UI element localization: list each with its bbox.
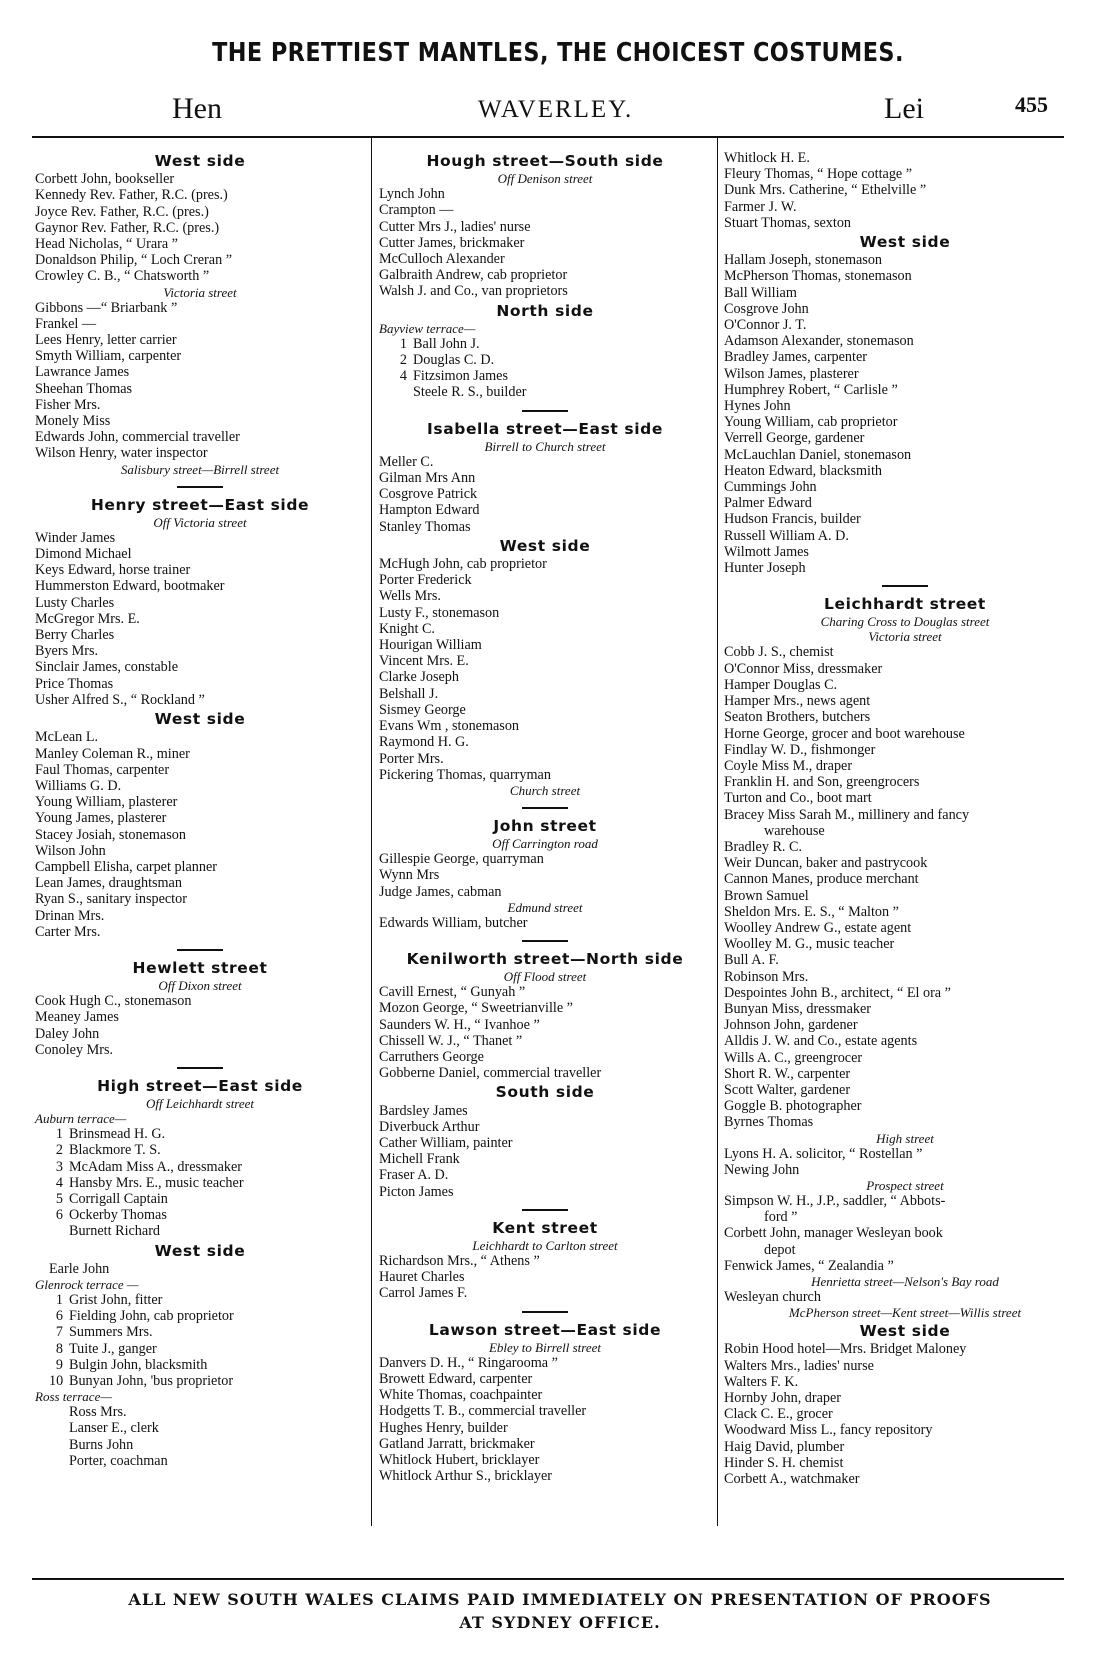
- house-number: 5: [55, 1190, 63, 1207]
- resident-entry: Crampton —: [379, 202, 454, 219]
- resident-entry: Gilman Mrs Ann: [379, 470, 476, 487]
- resident-entry: Gibbons —“ Briarbank ”: [35, 299, 178, 316]
- street-heading: Hewlett street: [132, 958, 268, 977]
- running-head-locality: WAVERLEY.: [478, 96, 634, 123]
- house-number: 2: [399, 352, 407, 369]
- resident-entry: Fisher Mrs.: [35, 396, 101, 413]
- resident-entry: Carruthers George: [379, 1048, 484, 1065]
- resident-name: Summers Mrs.: [69, 1324, 153, 1341]
- resident-entry: Russell William A. D.: [724, 527, 849, 544]
- resident-entry: Corbett A., watchmaker: [724, 1471, 860, 1488]
- resident-entry: Cutter James, brickmaker: [379, 234, 525, 251]
- resident-entry: warehouse: [764, 822, 825, 839]
- resident-entry: McHugh John, cab proprietor: [379, 556, 547, 573]
- resident-entry: Wynn Mrs: [379, 867, 440, 884]
- resident-entry: Kennedy Rev. Father, R.C. (pres.): [35, 187, 228, 204]
- resident-entry: Cather William, painter: [379, 1134, 513, 1151]
- resident-entry: Robinson Mrs.: [724, 968, 809, 985]
- numbered-resident-entry: [35, 1126, 365, 1142]
- resident-entry: Corbett John, bookseller: [35, 171, 175, 188]
- resident-entry: Clack C. E., grocer: [724, 1406, 833, 1423]
- numbered-resident-entry: [379, 336, 711, 352]
- cross-street-note: Charing Cross to Douglas street: [820, 614, 990, 630]
- resident-entry: Cobb J. S., chemist: [724, 644, 834, 661]
- resident-entry: Whitlock Arthur S., bricklayer: [379, 1468, 552, 1485]
- resident-entry: Byers Mrs.: [35, 643, 99, 660]
- numbered-resident-entry: [35, 1453, 365, 1469]
- resident-entry: Bardsley James: [379, 1102, 468, 1119]
- resident-entry: Porter Frederick: [379, 572, 472, 589]
- resident-name: Grist John, fitter: [69, 1291, 163, 1308]
- street-heading: West side: [154, 1241, 246, 1260]
- resident-name: Steele R. S., builder: [413, 384, 527, 401]
- resident-entry: Walsh J. and Co., van proprietors: [379, 283, 568, 300]
- resident-entry: Evans Wm , stonemason: [379, 718, 520, 735]
- resident-entry: Gobberne Daniel, commercial traveller: [379, 1065, 602, 1082]
- resident-entry: Lynch John: [379, 186, 445, 203]
- resident-name: Fielding John, cab proprietor: [69, 1308, 234, 1325]
- section-separator: [882, 585, 928, 587]
- resident-entry: Carrol James F.: [379, 1285, 468, 1302]
- numbered-resident-entry: [379, 352, 711, 368]
- resident-entry: Cook Hugh C., stonemason: [35, 993, 192, 1010]
- cross-street-note: Victoria street: [868, 629, 942, 645]
- cross-street-note: Church street: [509, 782, 581, 798]
- resident-entry: McLauchlan Daniel, stonemason: [724, 446, 912, 463]
- resident-name: Douglas C. D.: [413, 352, 495, 369]
- resident-entry: Michell Frank: [379, 1151, 460, 1168]
- resident-entry: Hornby John, draper: [724, 1390, 842, 1407]
- resident-entry: McPherson Thomas, stonemason: [724, 268, 912, 285]
- resident-entry: Danvers D. H., “ Ringarooma ”: [379, 1354, 558, 1371]
- house-number: 4: [399, 368, 407, 385]
- house-number: 7: [55, 1324, 63, 1341]
- resident-name: Corrigall Captain: [69, 1190, 168, 1207]
- resident-entry: Donaldson Philip, “ Loch Creran ”: [35, 252, 233, 269]
- resident-entry: Fraser A. D.: [379, 1167, 449, 1184]
- resident-entry: Earle John: [49, 1260, 110, 1277]
- section-separator: [177, 486, 223, 488]
- resident-entry: Hynes John: [724, 398, 791, 415]
- resident-entry: Gaynor Rev. Father, R.C. (pres.): [35, 219, 220, 236]
- resident-entry: Ryan S., sanitary inspector: [35, 891, 187, 908]
- street-heading: North side: [496, 301, 594, 320]
- resident-entry: Ball William: [724, 284, 797, 301]
- terrace-name: Ross terrace—: [35, 1389, 112, 1405]
- street-heading: Hough street—South side: [426, 152, 664, 170]
- street-heading: West side: [499, 536, 591, 555]
- resident-entry: Chissell W. J., “ Thanet ”: [379, 1032, 523, 1049]
- resident-entry: Mozon George, “ Sweetrianville ”: [379, 1000, 573, 1017]
- running-head: [0, 92, 1116, 132]
- section-separator: [522, 1311, 568, 1313]
- resident-entry: Hughes Henry, builder: [379, 1419, 508, 1436]
- page-number: 455: [1015, 92, 1048, 117]
- header-rule: [32, 136, 1064, 138]
- resident-entry: Bradley R. C.: [724, 838, 803, 855]
- resident-entry: Hummerston Edward, bootmaker: [35, 578, 225, 595]
- resident-entry: Cosgrove John: [724, 300, 809, 317]
- numbered-resident-entry: [35, 1420, 365, 1436]
- resident-entry: Gillespie George, quarryman: [379, 851, 544, 868]
- resident-entry: Wesleyan church: [724, 1289, 821, 1305]
- advertisement-banner: THE PRETTIEST MANTLES, THE CHOICEST COSTUMES.: [212, 38, 904, 68]
- resident-entry: Woodward Miss L., fancy repository: [724, 1422, 933, 1439]
- numbered-resident-entry: [35, 1292, 365, 1308]
- cross-street-note: Off Denison street: [497, 171, 593, 187]
- resident-entry: Hamper Douglas C.: [724, 676, 838, 693]
- resident-name: Hansby Mrs. E., music teacher: [69, 1174, 244, 1191]
- resident-name: Brinsmead H. G.: [69, 1126, 166, 1143]
- resident-entry: Seaton Brothers, butchers: [724, 709, 871, 726]
- resident-entry: Wills A. C., greengrocer: [724, 1049, 863, 1066]
- resident-entry: Sinclair James, constable: [35, 659, 179, 676]
- resident-entry: Gatland Jarratt, brickmaker: [379, 1435, 535, 1452]
- resident-entry: Fleury Thomas, “ Hope cottage ”: [724, 166, 913, 183]
- house-number: 1: [399, 335, 407, 352]
- resident-entry: Young William, plasterer: [35, 794, 178, 811]
- street-heading: Isabella street—East side: [427, 419, 663, 438]
- resident-entry: Joyce Rev. Father, R.C. (pres.): [35, 203, 209, 220]
- resident-entry: Cummings John: [724, 479, 817, 496]
- numbered-resident-entry: [35, 1159, 365, 1175]
- resident-entry: Saunders W. H., “ Ivanhoe ”: [379, 1016, 540, 1033]
- resident-entry: Dimond Michael: [35, 546, 132, 563]
- resident-entry: Smyth William, carpenter: [35, 348, 182, 365]
- house-number: 1: [55, 1126, 63, 1143]
- terrace-name: Bayview terrace—: [379, 320, 476, 336]
- resident-entry: O'Connor J. T.: [724, 317, 807, 334]
- resident-entry: Bunyan Miss, dressmaker: [724, 1000, 871, 1017]
- resident-entry: Williams G. D.: [35, 777, 122, 794]
- resident-entry: Scott Walter, gardener: [724, 1081, 851, 1098]
- resident-entry: Lyons H. A. solicitor, “ Rostellan ”: [724, 1145, 923, 1162]
- resident-name: Porter, coachman: [69, 1452, 168, 1469]
- resident-entry: Vincent Mrs. E.: [379, 653, 469, 670]
- resident-entry: Knight C.: [379, 620, 435, 637]
- numbered-resident-entry: [35, 1308, 365, 1324]
- resident-entry: Keys Edward, horse trainer: [35, 562, 191, 579]
- resident-entry: Sheehan Thomas: [35, 380, 133, 397]
- resident-entry: Hudson Francis, builder: [724, 511, 861, 528]
- house-number: 3: [55, 1158, 63, 1175]
- resident-entry: Raymond H. G.: [379, 734, 469, 751]
- resident-entry: Bracey Miss Sarah M., millinery and fancy: [724, 806, 970, 823]
- section-separator: [522, 807, 568, 809]
- cross-street-note: High street: [876, 1130, 934, 1146]
- resident-entry: Despointes John B., architect, “ El ora ”: [724, 984, 951, 1001]
- resident-entry: Farmer J. W.: [724, 198, 797, 215]
- cross-street-note: Henrietta street—Nelson's Bay road: [811, 1274, 999, 1289]
- cross-street-note: Edmund street: [507, 899, 583, 915]
- resident-name: Burnett Richard: [69, 1223, 161, 1240]
- numbered-resident-entry: [379, 368, 711, 384]
- section-separator: [177, 949, 223, 951]
- resident-entry: Browett Edward, carpenter: [379, 1370, 533, 1387]
- resident-entry: Judge James, cabman: [379, 883, 502, 900]
- house-number: 6: [55, 1207, 63, 1224]
- cross-street-note: McPherson street—Kent street—Willis street: [788, 1305, 1022, 1321]
- resident-entry: Pickering Thomas, quarryman: [379, 766, 551, 783]
- resident-entry: Short R. W., carpenter: [724, 1065, 851, 1082]
- resident-entry: Cavill Ernest, “ Gunyah ”: [379, 984, 526, 1001]
- section-separator: [522, 1209, 568, 1211]
- numbered-resident-entry: [35, 1373, 365, 1389]
- resident-entry: Cannon Manes, produce merchant: [724, 871, 919, 888]
- resident-entry: Stanley Thomas: [379, 518, 471, 535]
- resident-entry: Hallam Joseph, stonemason: [724, 252, 883, 269]
- resident-entry: Belshall J.: [379, 685, 439, 702]
- resident-entry: Head Nicholas, “ Urara ”: [35, 236, 178, 253]
- resident-entry: McGregor Mrs. E.: [35, 610, 140, 627]
- resident-entry: Winder James: [35, 529, 116, 546]
- resident-entry: Galbraith Andrew, cab proprietor: [379, 267, 568, 284]
- resident-entry: Sismey George: [379, 701, 466, 718]
- resident-entry: O'Connor Miss, dressmaker: [724, 660, 883, 677]
- resident-entry: Haig David, plumber: [724, 1438, 845, 1455]
- resident-entry: Corbett John, manager Wesleyan book: [724, 1225, 943, 1242]
- resident-entry: Franklin H. and Son, greengrocers: [724, 774, 920, 791]
- numbered-resident-entry: [35, 1175, 365, 1191]
- resident-name: Burns John: [69, 1436, 134, 1453]
- running-head-right: Lei: [884, 92, 924, 125]
- resident-entry: Hinder S. H. chemist: [724, 1454, 844, 1471]
- resident-entry: Fenwick James, “ Zealandia ”: [724, 1257, 894, 1274]
- resident-entry: Usher Alfred S., “ Rockland ”: [35, 691, 205, 708]
- resident-entry: Lees Henry, letter carrier: [35, 332, 177, 349]
- section-separator: [177, 1067, 223, 1069]
- street-heading: John street: [493, 816, 597, 835]
- street-heading: Leichhardt street: [824, 595, 986, 614]
- cross-street-note: Off Leichhardt street: [145, 1096, 255, 1112]
- resident-entry: Whitlock Hubert, bricklayer: [379, 1452, 540, 1468]
- resident-entry: Horne George, grocer and boot warehouse: [724, 725, 965, 742]
- resident-entry: Verrell George, gardener: [724, 430, 865, 447]
- resident-entry: Lean James, draughtsman: [35, 875, 182, 892]
- resident-entry: Hampton Edward: [379, 502, 480, 519]
- resident-entry: Faul Thomas, carpenter: [35, 761, 170, 778]
- directory-column-2: [379, 150, 711, 1484]
- resident-entry: Newing John: [724, 1161, 800, 1178]
- footer-rule: [32, 1578, 1064, 1580]
- resident-entry: Manley Coleman R., miner: [35, 745, 190, 762]
- resident-entry: Woolley Andrew G., estate agent: [724, 919, 912, 936]
- resident-entry: ford ”: [764, 1209, 798, 1226]
- directory-column-1: [35, 150, 365, 1469]
- resident-entry: Alldis J. W. and Co., estate agents: [724, 1033, 918, 1050]
- resident-entry: Frankel —: [35, 315, 97, 332]
- resident-name: Bunyan John, 'bus proprietor: [69, 1373, 234, 1389]
- resident-entry: Byrnes Thomas: [724, 1114, 814, 1131]
- street-heading: Kenilworth street—North side: [406, 949, 684, 968]
- house-number: 2: [55, 1142, 63, 1159]
- resident-entry: Wilson James, plasterer: [724, 365, 859, 382]
- street-heading: West side: [154, 152, 246, 170]
- cross-street-note: Prospect street: [866, 1177, 944, 1193]
- numbered-resident-entry: [379, 384, 711, 400]
- cross-street-note: Victoria street: [163, 284, 237, 300]
- numbered-resident-entry: [35, 1191, 365, 1207]
- resident-entry: Humphrey Robert, “ Carlisle ”: [724, 381, 898, 398]
- resident-entry: Hodgetts T. B., commercial traveller: [379, 1403, 587, 1420]
- street-heading: South side: [495, 1083, 595, 1102]
- resident-name: Fitzsimon James: [413, 368, 508, 385]
- resident-entry: Wilmott James: [724, 543, 809, 560]
- resident-entry: Hauret Charles: [379, 1269, 465, 1286]
- numbered-resident-entry: [35, 1357, 365, 1373]
- resident-name: Bulgin John, blacksmith: [69, 1356, 208, 1373]
- resident-entry: McCulloch Alexander: [379, 251, 505, 268]
- numbered-resident-entry: [35, 1324, 365, 1340]
- resident-name: Ball John J.: [413, 335, 480, 352]
- cross-street-note: Off Victoria street: [153, 514, 247, 530]
- resident-name: McAdam Miss A., dressmaker: [69, 1158, 242, 1175]
- cross-street-note: Off Dixon street: [158, 978, 242, 994]
- resident-entry: Young James, plasterer: [35, 810, 167, 827]
- resident-entry: Diverbuck Arthur: [379, 1118, 480, 1135]
- column-divider-2: [717, 138, 718, 1526]
- street-heading: West side: [859, 1322, 951, 1341]
- resident-entry: Conoley Mrs.: [35, 1041, 114, 1058]
- resident-entry: Palmer Edward: [724, 495, 812, 512]
- house-number: 8: [55, 1340, 63, 1357]
- resident-entry: Walters F. K.: [724, 1373, 799, 1390]
- resident-entry: Edwards John, commercial traveller: [35, 429, 240, 446]
- resident-entry: Hourigan William: [379, 637, 482, 654]
- resident-entry: Cosgrove Patrick: [379, 486, 478, 503]
- resident-entry: Lusty F., stonemason: [379, 604, 500, 621]
- resident-entry: Sheldon Mrs. E. S., “ Malton ”: [724, 903, 899, 920]
- column-divider-1: [371, 138, 372, 1526]
- resident-entry: Brown Samuel: [724, 887, 809, 904]
- footer-line-1: ALL NEW SOUTH WALES CLAIMS PAID IMMEDIATELY ON PRESENTATION OF PROOFS: [128, 1590, 992, 1609]
- resident-entry: Wilson Henry, water inspector: [35, 445, 208, 462]
- cross-street-note: Off Carrington road: [492, 836, 598, 852]
- resident-entry: Price Thomas: [35, 675, 114, 692]
- resident-entry: Daley John: [35, 1025, 100, 1042]
- resident-entry: Woolley M. G., music teacher: [724, 936, 895, 953]
- resident-entry: Picton James: [379, 1183, 454, 1200]
- resident-entry: Porter Mrs.: [379, 750, 444, 767]
- resident-entry: Simpson W. H., J.P., saddler, “ Abbots-: [724, 1192, 946, 1209]
- resident-entry: Weir Duncan, baker and pastrycook: [724, 855, 928, 872]
- resident-entry: Lusty Charles: [35, 594, 115, 611]
- resident-entry: Hamper Mrs., news agent: [724, 693, 871, 710]
- resident-entry: Walters Mrs., ladies' nurse: [724, 1357, 874, 1374]
- resident-entry: Carter Mrs.: [35, 923, 101, 940]
- resident-entry: Whitlock H. E.: [724, 150, 810, 166]
- resident-entry: Young William, cab proprietor: [724, 414, 898, 431]
- resident-entry: White Thomas, coachpainter: [379, 1387, 543, 1404]
- street-heading: West side: [154, 710, 246, 729]
- resident-entry: Coyle Miss M., draper: [724, 757, 853, 774]
- resident-entry: Meller C.: [379, 453, 434, 470]
- resident-entry: Wells Mrs.: [379, 588, 441, 605]
- house-number: 1: [55, 1291, 63, 1308]
- section-separator: [522, 940, 568, 942]
- resident-entry: Johnson John, gardener: [724, 1017, 858, 1034]
- resident-entry: Edwards William, butcher: [379, 914, 528, 931]
- numbered-resident-entry: [35, 1142, 365, 1158]
- street-heading: Kent street: [492, 1218, 598, 1237]
- section-separator: [522, 410, 568, 412]
- cross-street-note: Off Flood street: [503, 969, 587, 985]
- resident-entry: Clarke Joseph: [379, 669, 459, 686]
- resident-entry: Turton and Co., boot mart: [724, 790, 872, 807]
- resident-entry: Berry Charles: [35, 627, 115, 644]
- resident-entry: depot: [764, 1241, 796, 1258]
- house-number: 4: [55, 1174, 63, 1191]
- resident-entry: Drinan Mrs.: [35, 907, 105, 924]
- resident-entry: Hunter Joseph: [724, 560, 806, 577]
- resident-entry: Lawrance James: [35, 364, 130, 381]
- directory-column-3: [724, 150, 1086, 1487]
- resident-entry: Campbell Elisha, carpet planner: [35, 858, 218, 875]
- resident-name: Ross Mrs.: [69, 1404, 127, 1421]
- house-number: 10: [49, 1373, 64, 1389]
- cross-street-note: Birrell to Church street: [484, 438, 606, 454]
- resident-name: Ockerby Thomas: [69, 1207, 167, 1224]
- resident-entry: Wilson John: [35, 842, 106, 859]
- terrace-name: Auburn terrace—: [35, 1111, 127, 1127]
- running-head-left: Hen: [172, 92, 222, 125]
- footer-notice: [60, 1588, 1060, 1634]
- street-heading: Henry street—East side: [90, 495, 310, 514]
- resident-entry: Heaton Edward, blacksmith: [724, 462, 882, 479]
- street-heading: West side: [859, 233, 951, 252]
- resident-name: Blackmore T. S.: [69, 1142, 161, 1159]
- numbered-resident-entry: [35, 1223, 365, 1239]
- street-heading: High street—East side: [97, 1076, 303, 1095]
- numbered-resident-entry: [35, 1341, 365, 1357]
- terrace-name: Glenrock terrace —: [35, 1276, 139, 1292]
- cross-street-note: Ebley to Birrell street: [488, 1339, 602, 1355]
- resident-entry: Dunk Mrs. Catherine, “ Ethelville ”: [724, 182, 927, 199]
- street-heading: Lawson street—East side: [428, 1320, 662, 1339]
- resident-name: Lanser E., clerk: [69, 1420, 159, 1437]
- resident-entry: Richardson Mrs., “ Athens ”: [379, 1252, 540, 1269]
- resident-entry: Cutter Mrs J., ladies' nurse: [379, 218, 531, 235]
- resident-entry: Goggle B. photographer: [724, 1098, 862, 1115]
- resident-name: Tuite J., ganger: [69, 1340, 157, 1357]
- numbered-resident-entry: [35, 1437, 365, 1453]
- numbered-resident-entry: [35, 1207, 365, 1223]
- resident-entry: Adamson Alexander, stonemason: [724, 333, 914, 350]
- resident-entry: Bull A. F.: [724, 952, 779, 969]
- resident-entry: Monely Miss: [35, 413, 111, 430]
- resident-entry: Bradley James, carpenter: [724, 349, 867, 366]
- resident-entry: Meaney James: [35, 1009, 119, 1026]
- cross-street-note: Leichhardt to Carlton street: [472, 1237, 618, 1253]
- footer-line-2: AT SYDNEY OFFICE.: [459, 1613, 661, 1632]
- numbered-resident-entry: [35, 1404, 365, 1420]
- house-number: 6: [55, 1308, 63, 1325]
- resident-entry: McLean L.: [35, 729, 99, 746]
- resident-entry: Robin Hood hotel—Mrs. Bridget Maloney: [724, 1341, 967, 1358]
- resident-entry: Findlay W. D., fishmonger: [724, 741, 876, 758]
- resident-entry: Stacey Josiah, stonemason: [35, 826, 186, 843]
- resident-entry: Stuart Thomas, sexton: [724, 214, 852, 231]
- resident-entry: Crowley C. B., “ Chatsworth ”: [35, 268, 210, 285]
- cross-street-note: Salisbury street—Birrell street: [120, 461, 280, 477]
- house-number: 9: [55, 1356, 63, 1373]
